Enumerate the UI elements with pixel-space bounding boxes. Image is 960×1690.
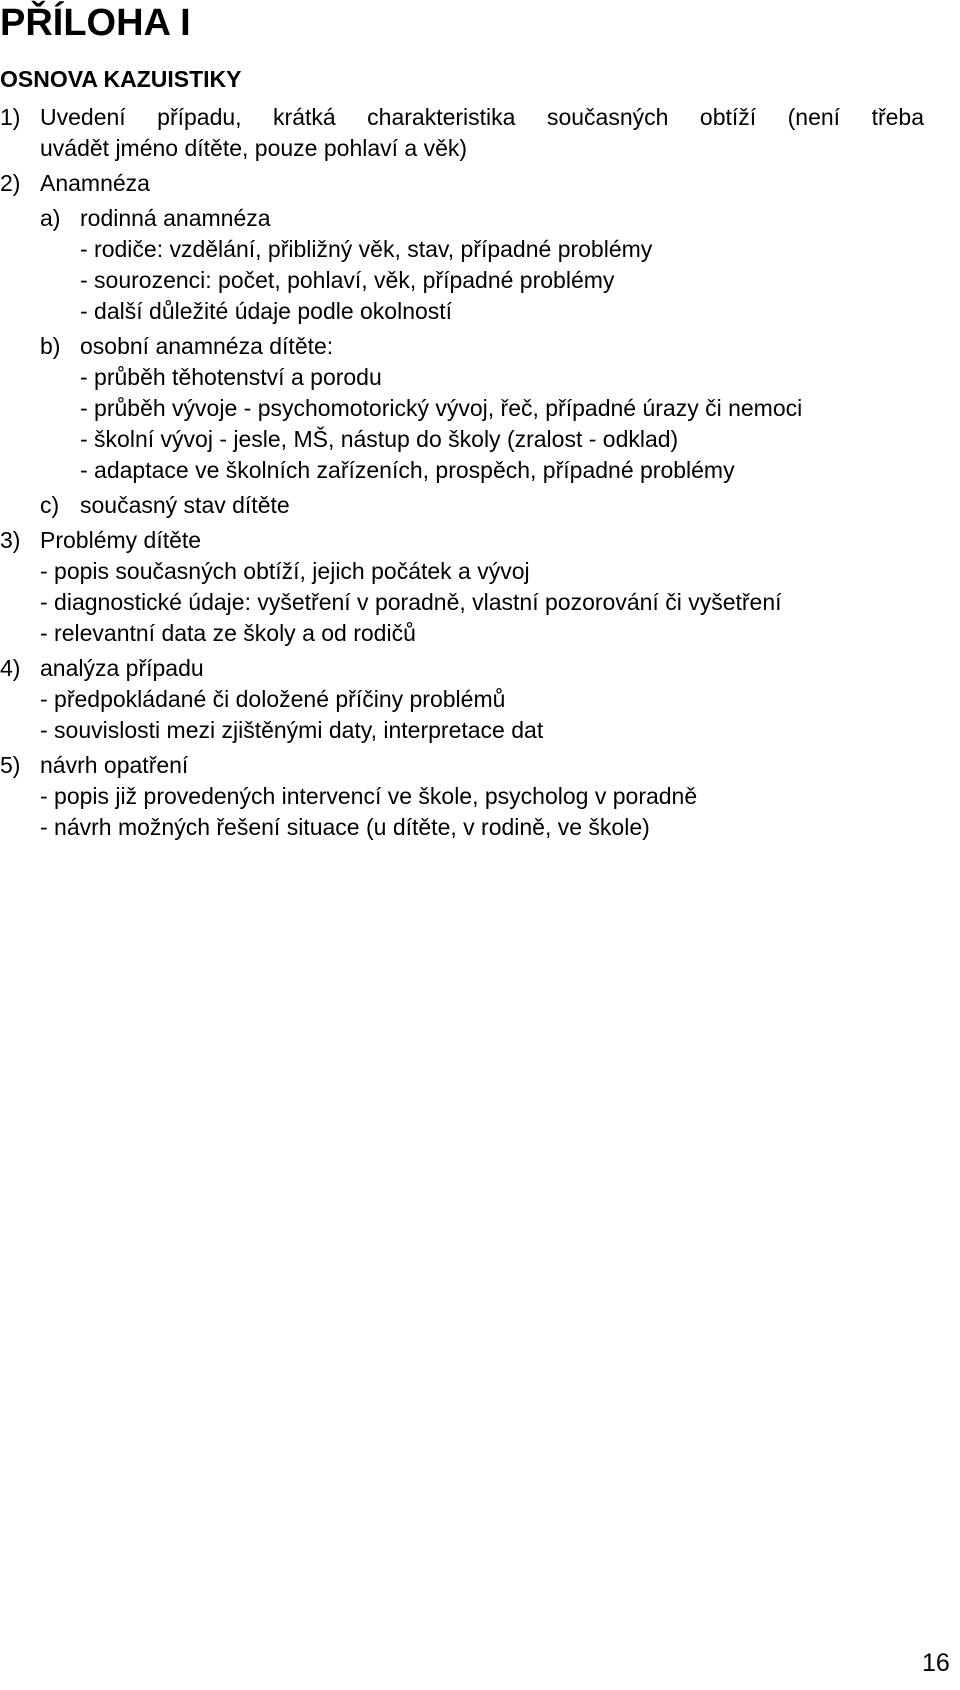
section-number: 1)	[0, 104, 21, 130]
list-item: - další důležité údaje podle okolností	[80, 298, 453, 324]
list-item: - diagnostické údaje: vyšetření v poradně, vlastní pozorování či vyšetření	[40, 589, 782, 615]
section-2-text: Anamnéza	[40, 170, 150, 196]
section-5-heading	[0, 750, 924, 781]
page-title: PŘÍLOHA I	[0, 2, 191, 44]
subsection-letter: c)	[40, 492, 60, 518]
subsection-letter: a)	[40, 205, 61, 231]
outline-body	[0, 102, 924, 843]
list-item: - rodiče: vzdělání, přibližný věk, stav, případné problémy	[80, 236, 653, 262]
list-item: - popis současných obtíží, jejich počátek a vývoj	[40, 558, 530, 584]
section-1-heading	[0, 102, 924, 133]
subsection-a-text: rodinná anamnéza	[80, 205, 271, 231]
section-number: 3)	[0, 527, 21, 553]
section-number: 4)	[0, 655, 21, 681]
section-4-text: analýza případu	[40, 655, 204, 681]
section-number: 2)	[0, 170, 21, 196]
page-number: 16	[922, 1649, 950, 1677]
section-5-text: návrh opatření	[40, 752, 189, 778]
section-2-heading	[0, 168, 924, 199]
section-3-text: Problémy dítěte	[40, 527, 202, 553]
list-item: - návrh možných řešení situace (u dítěte, v rodině, ve škole)	[40, 814, 650, 840]
section-1-text-continued: uvádět jméno dítěte, pouze pohlaví a věk)	[40, 135, 468, 161]
list-item: - školní vývoj - jesle, MŠ, nástup do školy (zralost - odklad)	[80, 426, 679, 452]
list-item: - průběh vývoje - psychomotorický vývoj, řeč, případné úrazy či nemoci	[80, 395, 803, 421]
list-item: - průběh těhotenství a porodu	[80, 364, 382, 390]
subsection-b-text: osobní anamnéza dítěte:	[80, 333, 334, 359]
list-item: - popis již provedených intervencí ve škole, psycholog v poradně	[40, 783, 698, 809]
subsection-b-heading	[0, 331, 924, 362]
subsection-c-heading	[0, 490, 924, 521]
document-subtitle: OSNOVA KAZUISTIKY	[0, 66, 242, 92]
section-1-text: Uvedení případu, krátká charakteristika současných obtíží (není třeba	[40, 104, 924, 130]
list-item: - sourozenci: počet, pohlaví, věk, případné problémy	[80, 267, 615, 293]
section-number: 5)	[0, 752, 21, 778]
subsection-c-text: současný stav dítěte	[80, 492, 290, 518]
section-4-heading	[0, 653, 924, 684]
list-item: - souvislosti mezi zjištěnými daty, interpretace dat	[40, 717, 544, 743]
list-item: - relevantní data ze školy a od rodičů	[40, 620, 416, 646]
list-item: - předpokládané či doložené příčiny problémů	[40, 686, 506, 712]
list-item: - adaptace ve školních zařízeních, prospěch, případné problémy	[80, 457, 735, 483]
subsection-a-heading	[0, 203, 924, 234]
subsection-letter: b)	[40, 333, 61, 359]
section-3-heading	[0, 525, 924, 556]
